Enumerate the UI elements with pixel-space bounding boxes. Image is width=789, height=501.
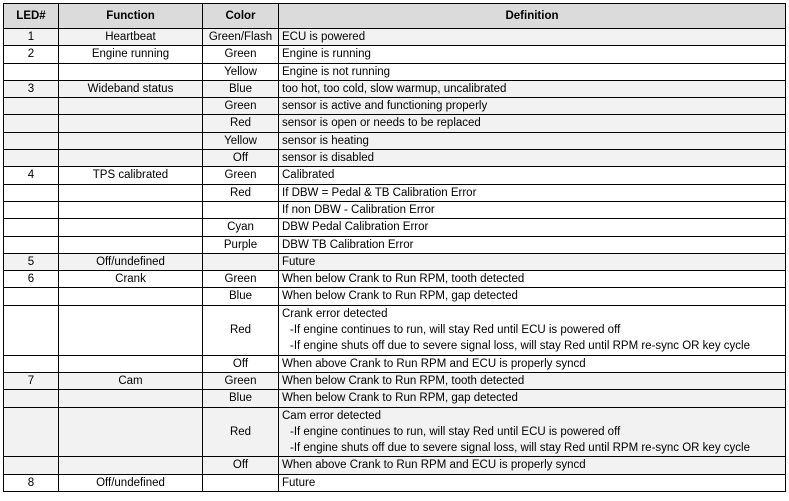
function-cell: Off/undefined xyxy=(59,253,203,270)
definition-cell xyxy=(279,201,786,218)
led-cell xyxy=(4,457,59,474)
led-cell xyxy=(4,150,59,167)
definition-cell xyxy=(279,132,786,149)
definition-line: Cam error detected xyxy=(282,409,382,422)
function-cell xyxy=(59,390,203,407)
definition-cell xyxy=(279,184,786,201)
led-cell xyxy=(4,390,59,407)
definition-line: ECU is powered xyxy=(282,31,366,43)
color-cell: Green xyxy=(203,167,279,184)
definition-line: Calibrated xyxy=(282,169,335,182)
color-cell: Purple xyxy=(203,236,279,253)
definition-cell xyxy=(279,46,786,63)
definition-line: -If engine continues to run, will stay Red until ECU is powered off xyxy=(290,324,621,337)
definition-line: Future xyxy=(282,476,316,489)
definition-line: When below Crank to Run RPM, tooth detected xyxy=(282,273,525,286)
table-row xyxy=(4,271,786,288)
color-cell: Green xyxy=(203,271,279,288)
color-cell xyxy=(203,253,279,270)
led-cell: 1 xyxy=(4,29,59,46)
table-row xyxy=(4,253,786,270)
table-row xyxy=(4,219,786,236)
led-cell xyxy=(4,355,59,372)
definition-line: If DBW = Pedal & TB Calibration Error xyxy=(282,186,477,199)
definition-line: Crank error detected xyxy=(282,307,388,320)
led-cell xyxy=(4,236,59,253)
definition-cell xyxy=(279,390,786,407)
led-table-container xyxy=(3,3,786,492)
function-cell xyxy=(59,98,203,115)
led-definition-table xyxy=(3,3,786,492)
table-row xyxy=(4,98,786,115)
color-cell: Red xyxy=(203,184,279,201)
definition-cell xyxy=(279,305,786,355)
color-cell: Off xyxy=(203,457,279,474)
function-cell xyxy=(59,236,203,253)
definition-cell xyxy=(279,115,786,132)
definition-cell xyxy=(279,150,786,167)
definition-line: DBW Pedal Calibration Error xyxy=(282,221,429,234)
definition-line: Engine is not running xyxy=(282,65,391,78)
table-row xyxy=(4,132,786,149)
table-row xyxy=(4,29,786,46)
color-cell: Green xyxy=(203,46,279,63)
color-cell xyxy=(203,201,279,218)
definition-line: When above Crank to Run RPM and ECU is properly syncd xyxy=(282,459,586,472)
table-row xyxy=(4,288,786,305)
led-cell: 8 xyxy=(4,474,59,491)
led-cell: 7 xyxy=(4,372,59,389)
led-cell: 6 xyxy=(4,271,59,288)
function-cell xyxy=(59,407,203,457)
definition-line: When below Crank to Run RPM, gap detected xyxy=(282,392,518,405)
function-cell: TPS calibrated xyxy=(59,167,203,184)
function-cell xyxy=(59,305,203,355)
table-row xyxy=(4,46,786,63)
definition-cell xyxy=(279,474,786,491)
definition-cell xyxy=(279,288,786,305)
function-cell xyxy=(59,288,203,305)
color-cell: Off xyxy=(203,150,279,167)
function-cell: Crank xyxy=(59,271,203,288)
table-row xyxy=(4,390,786,407)
definition-cell xyxy=(279,80,786,97)
led-cell: 5 xyxy=(4,253,59,270)
table-row xyxy=(4,355,786,372)
led-cell xyxy=(4,219,59,236)
table-row xyxy=(4,115,786,132)
color-cell: Green xyxy=(203,98,279,115)
led-cell xyxy=(4,132,59,149)
led-cell xyxy=(4,305,59,355)
definition-cell xyxy=(279,253,786,270)
color-cell xyxy=(203,474,279,491)
led-cell xyxy=(4,115,59,132)
function-cell: Wideband status xyxy=(59,80,203,97)
definition-cell xyxy=(279,29,786,46)
table-row xyxy=(4,184,786,201)
definition-line: When below Crank to Run RPM, gap detected xyxy=(282,290,518,303)
color-cell: Green/Flash xyxy=(203,29,279,46)
table-row xyxy=(4,167,786,184)
led-cell: 3 xyxy=(4,80,59,97)
color-cell: Blue xyxy=(203,288,279,305)
color-cell: Blue xyxy=(203,390,279,407)
led-cell xyxy=(4,201,59,218)
table-header xyxy=(4,4,786,29)
color-cell: Blue xyxy=(203,80,279,97)
definition-cell xyxy=(279,355,786,372)
led-cell: 4 xyxy=(4,167,59,184)
table-row xyxy=(4,474,786,491)
definition-cell xyxy=(279,63,786,80)
table-body xyxy=(4,29,786,492)
definition-cell xyxy=(279,271,786,288)
function-cell xyxy=(59,132,203,149)
definition-cell xyxy=(279,167,786,184)
header-definition: Definition xyxy=(279,4,786,29)
function-cell xyxy=(59,115,203,132)
definition-line: too hot, too cold, slow warmup, uncalibrated xyxy=(282,82,507,95)
led-cell xyxy=(4,288,59,305)
definition-cell xyxy=(279,457,786,474)
led-cell xyxy=(4,184,59,201)
led-cell: 2 xyxy=(4,46,59,63)
function-cell xyxy=(59,355,203,372)
color-cell: Yellow xyxy=(203,132,279,149)
function-cell xyxy=(59,63,203,80)
definition-line: sensor is heating xyxy=(282,134,369,147)
definition-cell xyxy=(279,98,786,115)
function-cell xyxy=(59,150,203,167)
function-cell xyxy=(59,201,203,218)
table-row xyxy=(4,201,786,218)
header-color: Color xyxy=(203,4,279,29)
color-cell: Yellow xyxy=(203,63,279,80)
table-row xyxy=(4,457,786,474)
color-cell: Red xyxy=(203,305,279,355)
definition-line: -If engine shuts off due to severe signal loss, will stay Red until RPM re-sync OR key cycle xyxy=(290,340,750,353)
color-cell: Cyan xyxy=(203,219,279,236)
definition-line: sensor is open or needs to be replaced xyxy=(282,117,481,130)
function-cell: Engine running xyxy=(59,46,203,63)
definition-line: DBW TB Calibration Error xyxy=(282,238,414,251)
definition-line: When above Crank to Run RPM and ECU is properly syncd xyxy=(282,357,586,370)
definition-line: Future xyxy=(282,255,316,268)
function-cell xyxy=(59,219,203,236)
led-cell xyxy=(4,407,59,457)
led-cell xyxy=(4,63,59,80)
led-cell xyxy=(4,98,59,115)
table-row xyxy=(4,372,786,389)
function-cell: Heartbeat xyxy=(59,29,203,46)
definition-line: If non DBW - Calibration Error xyxy=(282,203,435,216)
function-cell xyxy=(59,184,203,201)
definition-line: -If engine continues to run, will stay Red until ECU is powered off xyxy=(290,425,621,438)
color-cell: Green xyxy=(203,372,279,389)
definition-cell xyxy=(279,372,786,389)
definition-cell xyxy=(279,219,786,236)
table-row xyxy=(4,407,786,457)
table-row xyxy=(4,236,786,253)
color-cell: Off xyxy=(203,355,279,372)
definition-cell xyxy=(279,407,786,457)
table-row xyxy=(4,305,786,355)
definition-line: sensor is active and functioning properly xyxy=(282,100,488,113)
color-cell: Red xyxy=(203,407,279,457)
definition-line: When below Crank to Run RPM, tooth detected xyxy=(282,374,525,387)
function-cell: Cam xyxy=(59,372,203,389)
function-cell xyxy=(59,457,203,474)
function-cell: Off/undefined xyxy=(59,474,203,491)
definition-line: Engine is running xyxy=(282,48,371,61)
definition-line: -If engine shuts off due to severe signal loss, will stay Red until RPM re-sync OR key cycle xyxy=(290,442,750,455)
header-row xyxy=(4,4,786,29)
table-row xyxy=(4,80,786,97)
header-led: LED# xyxy=(4,4,59,29)
definition-line: sensor is disabled xyxy=(282,152,375,165)
header-function: Function xyxy=(59,4,203,29)
definition-cell xyxy=(279,236,786,253)
table-row xyxy=(4,63,786,80)
color-cell: Red xyxy=(203,115,279,132)
table-row xyxy=(4,150,786,167)
